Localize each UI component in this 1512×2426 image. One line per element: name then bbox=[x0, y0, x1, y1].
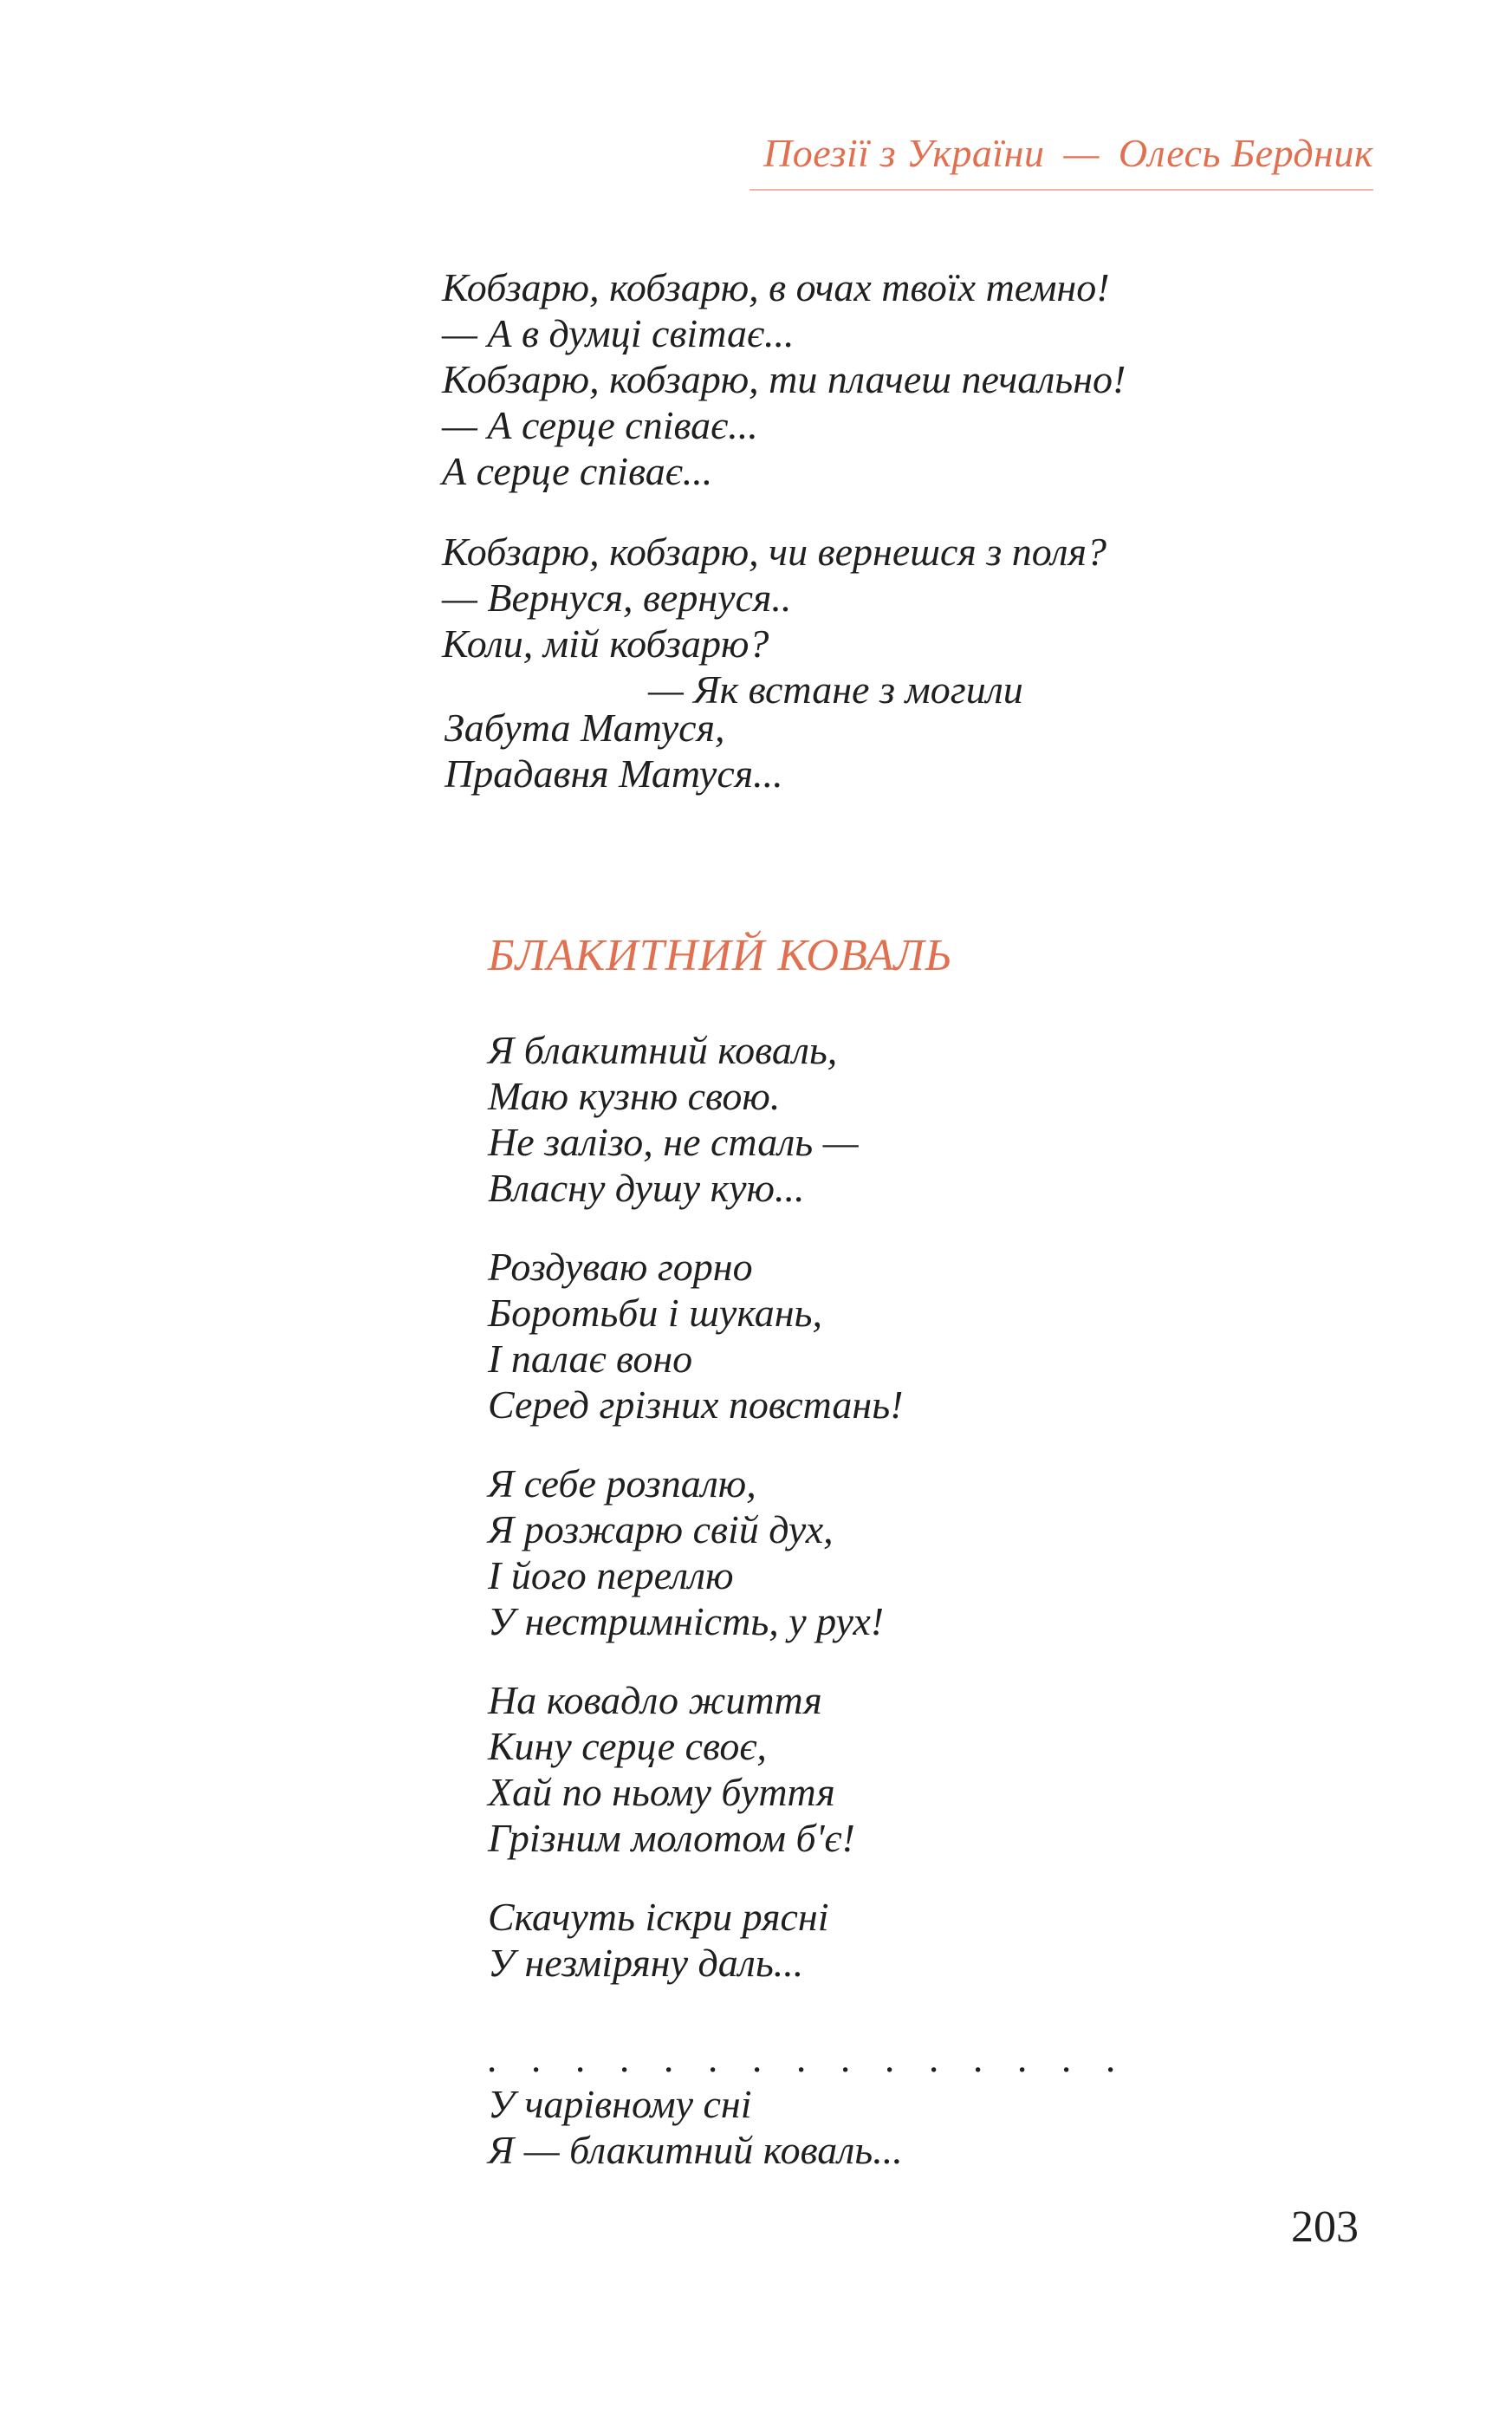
running-head-collection: Поезії з України bbox=[763, 131, 1045, 175]
poem-stanza bbox=[488, 1244, 904, 1428]
verse-line: І палає воно bbox=[488, 1337, 693, 1381]
verse-line: Грізним молотом б'є! bbox=[488, 1816, 855, 1860]
prev-poem-stanza bbox=[442, 529, 1106, 712]
verse-line: Хай по ньому буття bbox=[488, 1770, 835, 1814]
verse-line: — Як встане з могили bbox=[648, 667, 1023, 712]
prev-poem-stanza bbox=[445, 705, 783, 797]
ellipsis-line: . . . . . . . . . . . . . . . bbox=[488, 2036, 1129, 2080]
verse-line: Маю кузню свою. bbox=[488, 1074, 781, 1118]
verse-line: Я блакитний коваль, bbox=[488, 1028, 838, 1072]
poem-stanza bbox=[488, 1460, 884, 1644]
page-number: 203 bbox=[1291, 2202, 1359, 2252]
verse-line: Я себе розпалю, bbox=[488, 1461, 756, 1506]
verse-line: У чарівному сні bbox=[488, 2082, 752, 2126]
verse-line: Забута Матуся, bbox=[445, 706, 725, 750]
verse-line: — Вернуся, вернуся.. bbox=[442, 576, 792, 620]
verse-line: Прадавня Матуся... bbox=[445, 751, 783, 796]
verse-line: А серце співає... bbox=[442, 449, 713, 493]
prev-poem-stanza bbox=[442, 264, 1126, 494]
verse-line: Кобзарю, кобзарю, в очах твоїх темно! bbox=[442, 265, 1110, 309]
running-head-author: Олесь Бердник bbox=[1118, 131, 1373, 175]
poem-title: БЛАКИТНИЙ КОВАЛЬ bbox=[488, 931, 953, 980]
verse-line: У незміряну даль... bbox=[488, 1941, 804, 1985]
verse-line: Кобзарю, кобзарю, чи вернешся з поля? bbox=[442, 530, 1106, 574]
verse-line: Не залізо, не сталь — bbox=[488, 1120, 859, 1164]
verse-line: Серед грізних повстань! bbox=[488, 1382, 904, 1427]
verse-line: Я розжарю свій дух, bbox=[488, 1507, 834, 1551]
verse-line: У нестримність, у рух! bbox=[488, 1599, 885, 1643]
poem-stanza bbox=[488, 1677, 855, 1861]
header-rule bbox=[750, 189, 1373, 191]
verse-line: — А серце співає... bbox=[442, 403, 758, 447]
poem-stanza bbox=[488, 1027, 859, 1211]
running-head bbox=[750, 130, 1373, 176]
verse-line: Роздуваю горно bbox=[488, 1245, 753, 1289]
running-head-separator: — bbox=[1063, 131, 1100, 175]
verse-line: Кину серце своє, bbox=[488, 1724, 767, 1768]
poem-stanza bbox=[488, 1894, 828, 1986]
verse-line: На ковадло життя bbox=[488, 1678, 822, 1722]
verse-line: Власну душу кую... bbox=[488, 1166, 805, 1210]
verse-line: Скачуть іскри рясні bbox=[488, 1895, 829, 1939]
verse-line: Я — блакитний коваль... bbox=[488, 2128, 903, 2172]
verse-line: І його переллю bbox=[488, 1553, 734, 1597]
verse-line: Кобзарю, кобзарю, ти плачеш печально! bbox=[442, 357, 1126, 401]
poem-stanza bbox=[488, 2035, 1129, 2173]
verse-line: — А в думці світає... bbox=[442, 311, 795, 355]
verse-line: Коли, мій кобзарю? bbox=[442, 621, 769, 666]
verse-line: Боротьби і шукань, bbox=[488, 1291, 822, 1335]
